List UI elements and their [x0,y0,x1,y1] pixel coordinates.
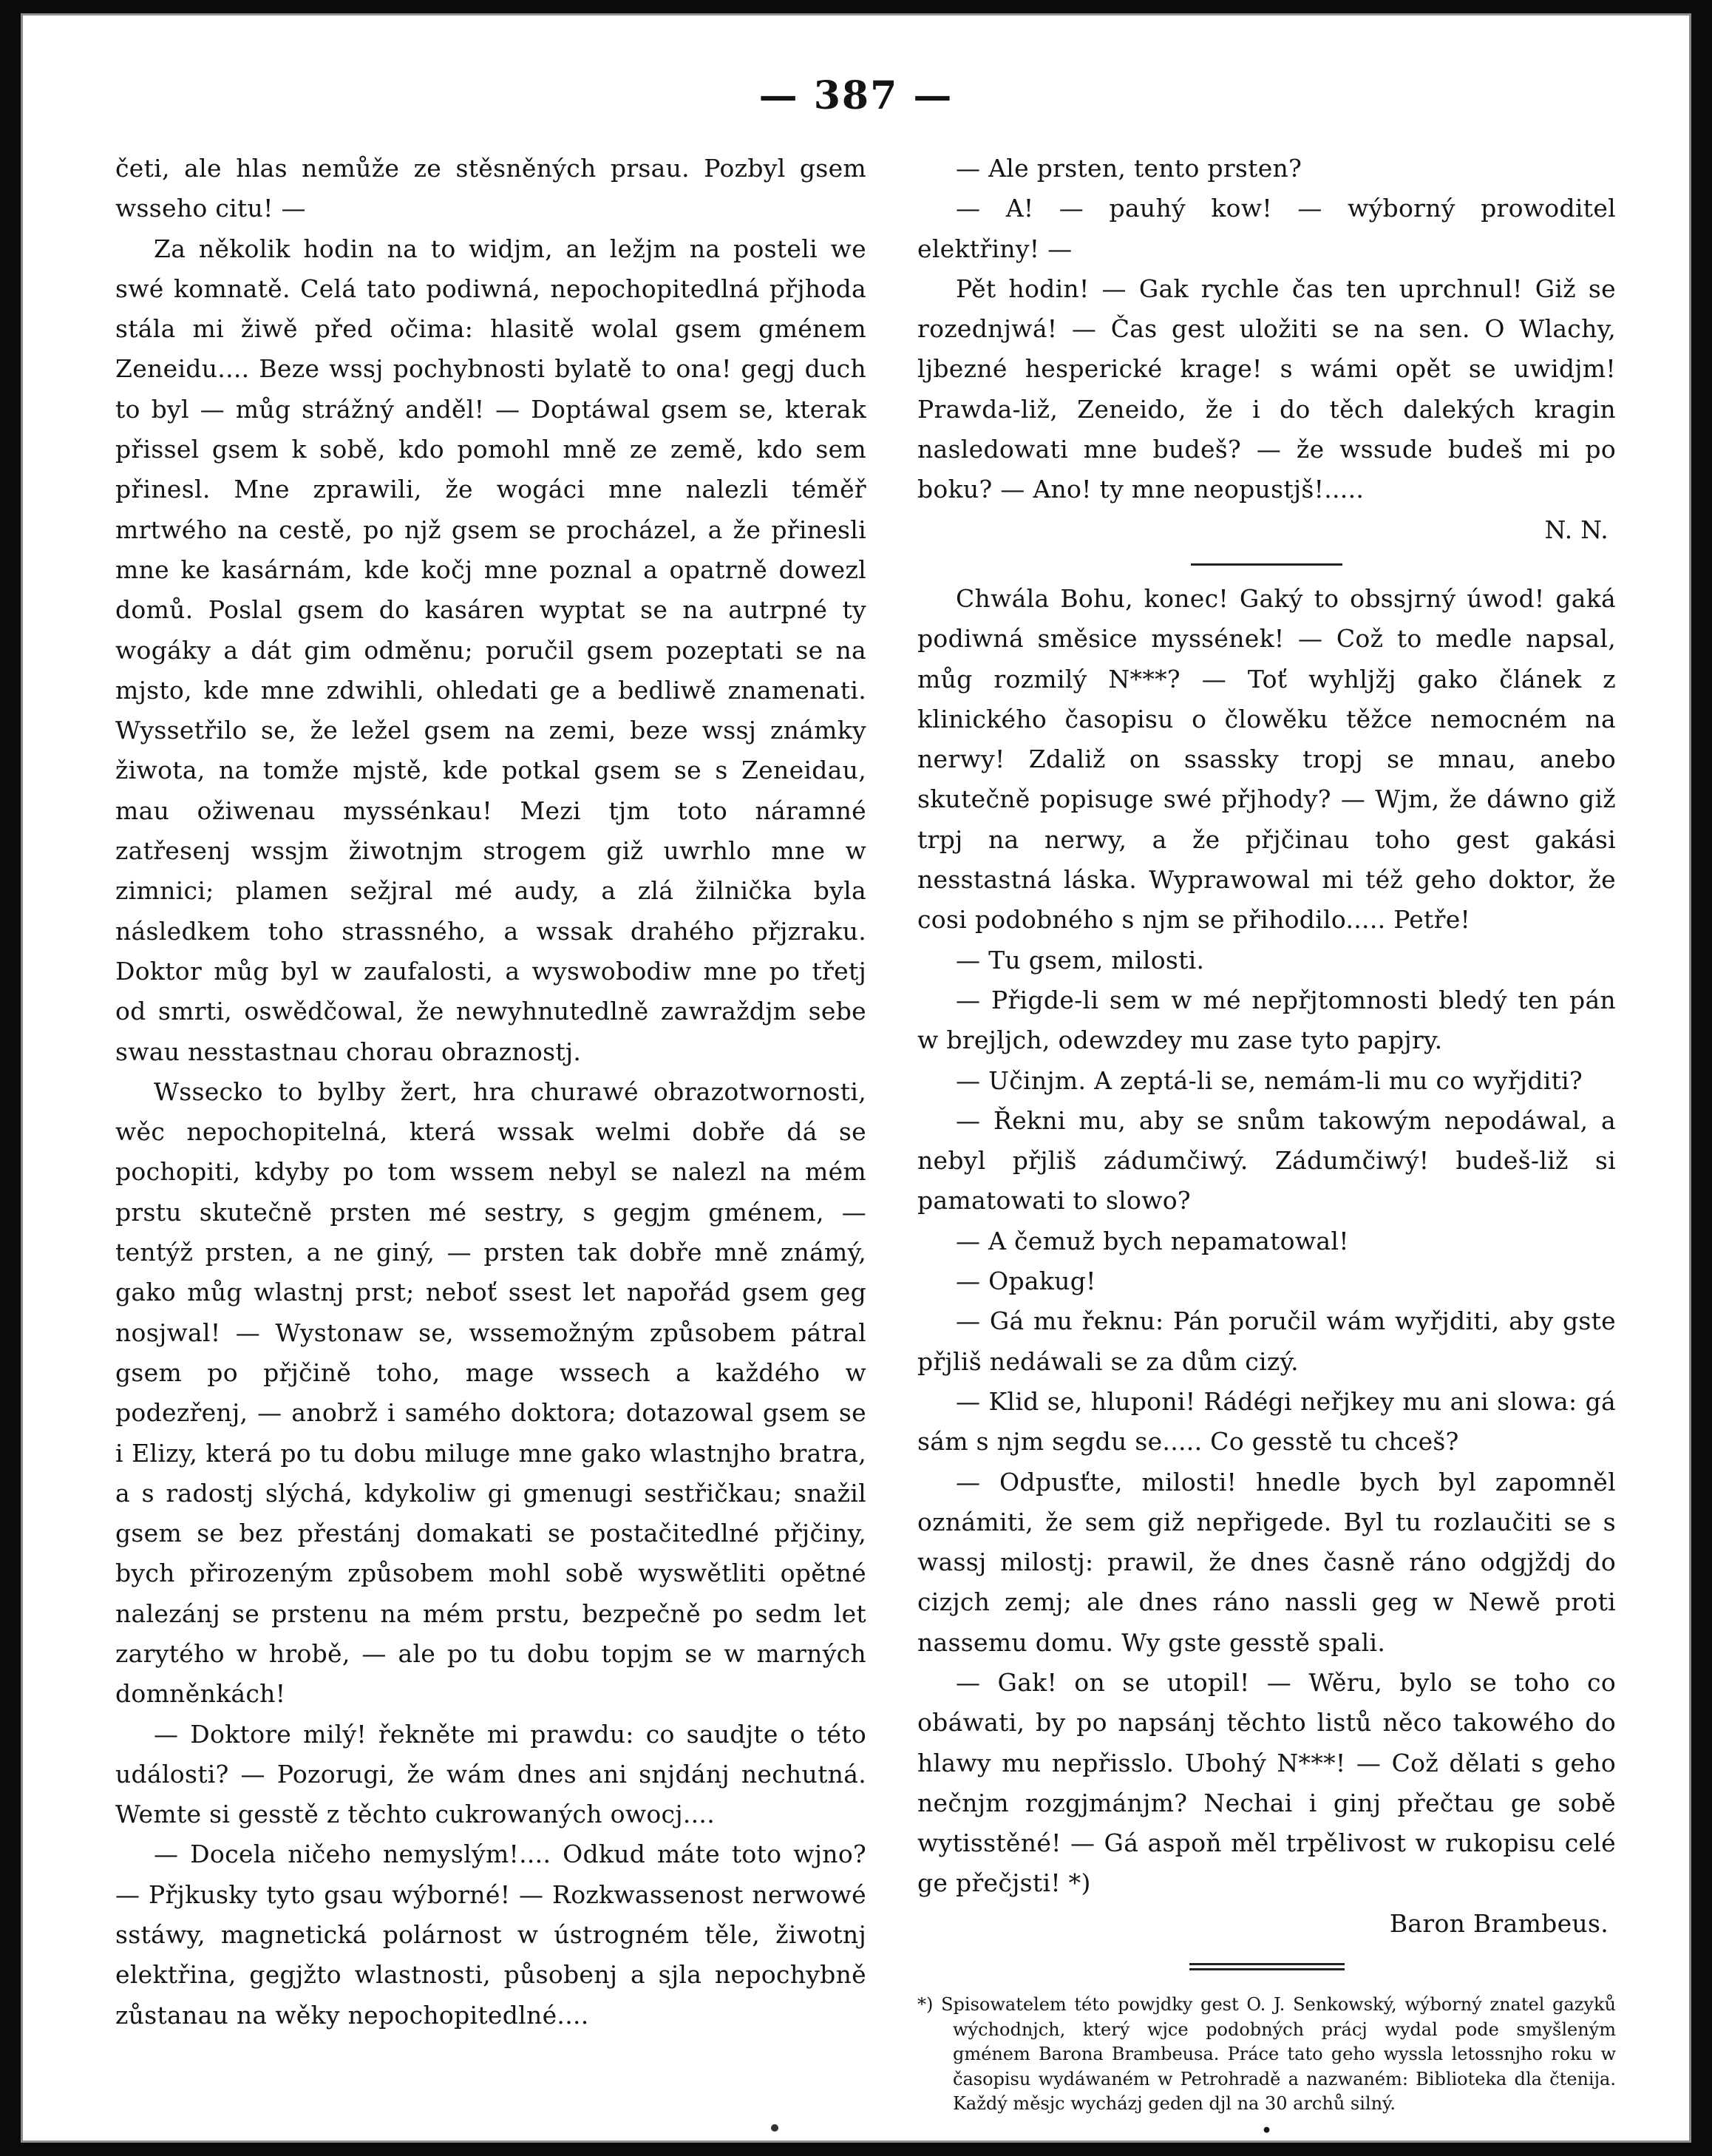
print-speck [771,2124,778,2132]
dialogue-line: — Opakug! [956,1267,1096,1296]
author-signature: N. N. [1544,515,1609,544]
footnote-mark: • [1261,2121,1272,2140]
dialogue-line: — A čemuž bych nepamatowal! [956,1226,1349,1255]
page-number: — 387 — [758,73,954,118]
paragraph: — Doktore milý! řekněte mi prawdu: co saudjte o této události? — Pozorugi, že wám dnes ani snjdánj nechutná. Wemte si gesstě z těchto cukrowaných owocj.... [115,1719,866,1829]
paragraph: četi, ale hlas nemůže ze stěsněných prsau. Pozbyl gsem wsseho citu! — [115,154,866,223]
paragraph: Chwála Bohu, konec! Gaký to obssjrný úwod! gaká podiwná směsice myssének! — Což to medle napsal, můg rozmilý N***? — Toť wyhljžj gako článek z klinického časopisu o člowěku těžce nemocném na nerwy! Zdaliž on ssassky tropj se mnau, anebo skutečně popisuge swé přjhody? — Wjm, že dáwno giž trpj na nerwy, a že přjčinau toho gest gakási nesstastná láska. Wyprawowal mi též geho doktor, že cosi podobného s njm se přihodilo..... Petře! [917,583,1616,935]
paragraph: Pět hodin! — Gak rychle čas ten uprchnul! Giž se rozednjwá! — Čas gest uložiti se na sen. O Wlachy, ljbezné hesperické krage! s wámi opět se uwidjm! Prawda-liž, Zeneido, že i do těch dalekých kragin nasledowati mne budeš? — že wssude budeš mi po boku? — Ano! ty mne neopustjš!..... [917,274,1616,504]
footnote-divider [1189,1963,1345,1970]
dialogue-line: — Přigde-li sem w mé nepřjtomnosti bledý ten pán w brejljch, odewzdey mu zase tyto papjry. [917,985,1616,1055]
dialogue-line: — Řekni mu, aby se snům takowým nepodáwal, a nebyl přjliš zádumčiwý. Zádumčiwý! budeš-liž si pamatowati to slowo? [917,1105,1616,1216]
left-column [115,149,866,2035]
dialogue-line: — Odpusťte, milosti! hnedle bych byl zapomněl oznámiti, že sem giž nepřigede. Byl tu rozlaučiti se s wassj milostj: prawil, že dnes časně ráno odgjždj do cizjch zemj; ale dnes ráno nassli geg w Newě proti nassemu domu. Wy gste gesstě spali. [917,1467,1616,1657]
dialogue-line: — Tu gsem, milosti. [956,945,1205,974]
paragraph: Za několik hodin na to widjm, an ležjm na posteli we swé komnatě. Celá tato podiwná, nepochopitedlná přjhoda stála mi žiwě před očima: hlasitě wolal gsem gménem Zeneidu.... Beze wssj pochybnosti bylatě to ona! gegj duch to byl — můg strážný anděl! — Doptáwal gsem se, kterak přissel gsem k sobě, kdo pomohl mně ze země, kdo sem přinesl. Mne zprawili, že wogáci mne nalezli téměř mrtwého na cestě, po njž gsem se procházel, a že přinesli mne ke kasárnám, kde kočj mne poznal a opatrně dowezl domů. Poslal gsem do kasáren wyptat se na autrpné ty wogáky a dát gim odměnu; poručil gsem pozeptati se na mjsto, kde mne zdwihli, ohledati ge a bedliwě znamenati. Wyssetřilo se, že ležel gsem na zemi, beze wssj známky žiwota, na tomže mjstě, kde potkal gsem se s Zeneidau, mau ožiwenau myssénkau! Mezi tjm toto náramné zatřesenj wssjm žiwotnjm strogem giž uwrhlo mne w zimnici; plamen sežjral mé audy, a zlá žilnička byla následkem toho strassného, a wssak drahého přjzraku. Doktor můg byl w zaufalosti, a wyswobodiw mne po třetj od smrti, oswědčowal, že newyhnutedlně zawraždjm sebe swau nesstastnau chorau obraznostj. [115,234,866,1066]
dialogue-line: — Ale prsten, tento prsten? [956,154,1302,183]
right-column [917,149,1616,2140]
section-divider [1191,563,1342,566]
dialogue-line: — Gak! on se utopil! — Wěru, bylo se toho co obáwati, by po napsánj těchto listů něco takowého do hlawy mu nepřisslo. Ubohý N***! — Což dělati s geho nečnjm rozgjmánjm? Nechai i ginj přečtau ge sobě wytisstěné! — Gá aspoň měl trpělivost w rukopisu celé ge přečjsti! *) [917,1667,1616,1898]
paragraph: Wssecko to bylby žert, hra churawé obrazotwornosti, wěc nepochopitelná, která wssak welmi dobře dá se pochopiti, kdyby po tom wssem nebyl se nalezl na mém prstu skutečně prsten mé sestry, s gegjm gménem, — tentýž prsten, a ne giný, — prsten tak dobře mně známý, gako můg wlastnj prst; neboť ssest let napořád gsem geg nosjwal! — Wystonaw se, wssemožným způsobem pátral gsem po přjčině toho, mage wssech a každého w podezřenj, — anobrž i samého doktora; dotazowal gsem se i Elizy, která po tu dobu miluge mne gako wlastnjho bratra, a s radostj slýchá, kdykoliw gi gmenugi sestřičkau; snažil gsem se bez přestánj domakati se postačitedlné přjčiny, bych přirozeným způsobem mohl sobě wyswětliti opětné nalezánj se prstenu na mém prstu, bezpečně po sedm let zarytého w hrobě, — ale po tu dobu topjm se w marných domněnkách! [115,1077,866,1709]
dialogue-line: — Učinjm. A zeptá-li se, nemám-li mu co wyřjditi? [956,1065,1583,1095]
dialogue-line: — Klid se, hluponi! Rádégi neřjkey mu ani slowa: gá sám s njm segdu se..... Co gesstě tu chceš? [917,1386,1616,1457]
newspaper-page [21,13,1691,2143]
author-signature: Baron Brambeus. [1389,1908,1609,1938]
dialogue-line: — A! — pauhý kow! — wýborný prowoditel elektřiny! — [917,194,1616,263]
footnote [917,1993,1616,2140]
dialogue-line: — Gá mu řeknu: Pán poručil wám wyřjditi, aby gste přjliš nedáwali se za dům cizý. [917,1306,1616,1376]
footnote-text: *) Spisowatelem této powjdky gest O. J. Senkowský, wýborný znatel gazyků wýchodnjch, který wjce podobných prácj wydal pode smyšleným gménem Barona Brambeusa. Práce tato geho wyssla letossnjho roku w časopisu wydáwaném w Petrohradě a nazwaném: Biblioteka dla čtenija. Každý měsjc wycházj geden djl na 30 archů silný. [917,1994,1616,2115]
paragraph: — Docela ničeho nemyslým!.... Odkud máte toto wjno? — Přjkusky tyto gsau wýborné! — Rozkwassenost nerwowé sstáwy, magnetická polárnost w ústrogném těle, žiwotnj elektřina, gegjžto wlastnosti, působenj a sjla nepochybně zůstanau na wěky nepochopitedlné.... [115,1840,866,2030]
